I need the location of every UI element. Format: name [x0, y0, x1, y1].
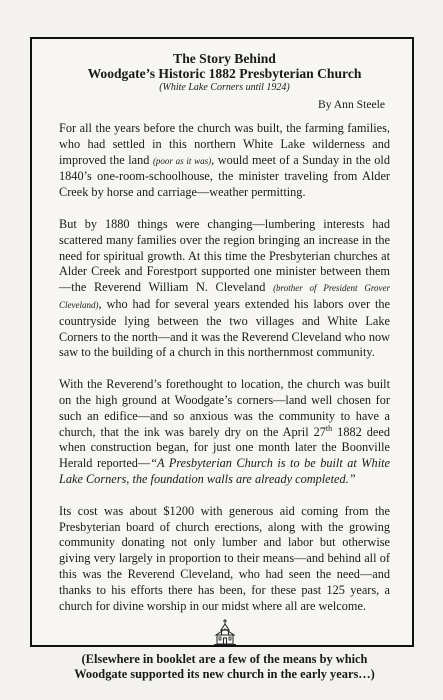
p1-text-b: , would meet of a Sunday in the old 1840’s one-room-schoolhouse, the minister traveling from Alder Creek by horse and carriage—weather permitting.: [59, 152, 390, 200]
church-illustration: [59, 618, 390, 648]
p3-ordinal: th: [325, 423, 333, 433]
p3-quote: “A Presbyterian Church is to be built at White Lake Corners, the foundation walls are already completed.”: [59, 456, 390, 486]
p3-text-b: 1882 deed when construction began, for just one month later the Boonville Herald reported—: [59, 424, 390, 471]
paragraph-1: [59, 121, 390, 201]
article-title: [59, 51, 390, 81]
footer-note: (Elsewhere in booklet are a few of the means by which Woodgate supported its new church in the early years…): [74, 652, 375, 682]
author-byline: By Ann Steele: [318, 98, 385, 111]
p4-text: Its cost was about $1200 with generous aid coming from the Presbyterian board of church erections, along with the growing community donating not only lumber and labor but otherwise giving very largely in proportion to their means—and behind all of this was the Reverend Cleveland, who had seen the need—and thanks to his efforts there has been, for these past 125 years, a church for divine worship in our midst where all are welcome.: [59, 503, 390, 613]
p2-text-b: , who had for several years extended his labors over the countryside lying between the two villages and White Lake Corners to the north—and it was the Reverend Cleveland who now saw to the building of a church in this northernmost community.: [59, 296, 390, 360]
p1-text-a: For all the years before the church was built, the farming families, who had settled in this northern White Lake wilderness and improved the land: [59, 121, 390, 167]
p3-text-a: With the Reverend’s forethought to location, the church was built on the high ground at Woodgate’s corners—land well chosen for such an edifice—and so anxious was the community to have a church, that the ink was barely dry on the April 27: [59, 377, 390, 439]
paragraph-3: [59, 377, 390, 488]
article-frame: [30, 37, 414, 682]
p2-aside: (brother of President Grover Cleveland): [59, 283, 391, 310]
p2-text-a: But by 1880 things were changing—lumbering interests had scattered many families over the region bringing an increase in the need for spiritual growth. At this time the Presbyterian churches at Alder Creek and Forestport supported one minister between them—the Reverend William N. Cleveland: [59, 216, 390, 295]
paragraph-2: [59, 217, 390, 361]
title-line-2: Woodgate’s Historic 1882 Presbyterian Church: [87, 66, 362, 81]
article-subtitle: (White Lake Corners until 1924): [159, 82, 290, 93]
church-icon: [214, 618, 236, 646]
title-line-1: The Story Behind: [173, 51, 276, 66]
p1-aside: (poor as it was): [152, 155, 212, 166]
paragraph-4: [59, 504, 390, 615]
